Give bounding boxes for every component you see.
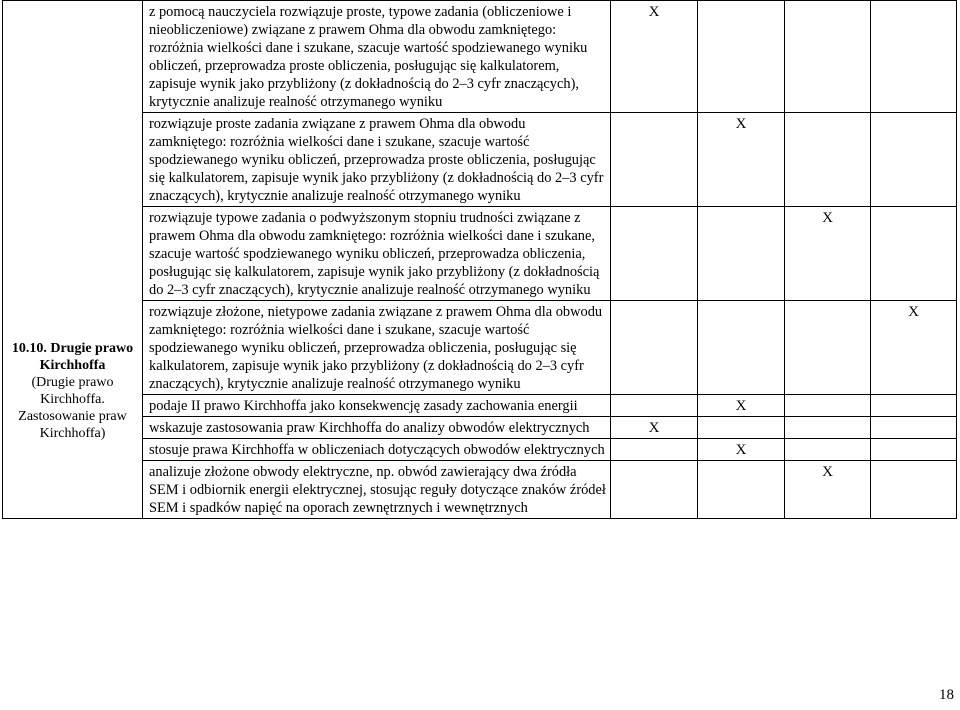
- level-1-mark: [611, 395, 698, 417]
- level-2-mark: [698, 417, 785, 439]
- requirement-text: analizuje złożone obwody elektryczne, np. obwód zawierający dwa źródła SEM i odbiornik energii elektrycznej, stosując reguły dotyczące znaków źródeł SEM i spadków napięć na oporach zewnętrznych i wewnętrznych: [143, 461, 611, 519]
- level-1-mark: X: [611, 1, 698, 113]
- requirements-table: [2, 0, 957, 519]
- level-2-mark: X: [698, 439, 785, 461]
- level-1-mark: [611, 461, 698, 519]
- table-row: [3, 113, 957, 207]
- level-1-mark: [611, 207, 698, 301]
- table-row: [3, 207, 957, 301]
- level-3-mark: [785, 395, 871, 417]
- level-2-mark: [698, 301, 785, 395]
- level-3-mark: X: [785, 207, 871, 301]
- requirement-text: rozwiązuje typowe zadania o podwyższonym stopniu trudności związane z prawem Ohma dla obwodu zamkniętego: rozróżnia wielkości dane i szukane, szacuje wartość spodziewanego wyniku obliczeń, przeprowadza obliczenia, posługując się kalkulatorem, zapisuje wynik jako przybliżony (z dokładnością do 2–3 cyfr znaczących), krytycznie analizuje realność otrzymanego wyniku: [143, 207, 611, 301]
- topic-subtitle: (Drugie prawo Kirchhoffa. Zastosowanie praw Kirchhoffa): [18, 375, 127, 441]
- requirement-text: podaje II prawo Kirchhoffa jako konsekwencję zasady zachowania energii: [143, 395, 611, 417]
- level-2-mark: [698, 1, 785, 113]
- level-3-mark: [785, 417, 871, 439]
- table-row: [3, 439, 957, 461]
- table-row: [3, 417, 957, 439]
- requirement-text: stosuje prawa Kirchhoffa w obliczeniach dotyczących obwodów elektrycznych: [143, 439, 611, 461]
- level-4-mark: [871, 1, 957, 113]
- requirement-text: wskazuje zastosowania praw Kirchhoffa do analizy obwodów elektrycznych: [143, 417, 611, 439]
- level-1-mark: [611, 301, 698, 395]
- level-3-mark: [785, 439, 871, 461]
- level-3-mark: X: [785, 461, 871, 519]
- page-number: 18: [939, 687, 954, 703]
- requirement-text: rozwiązuje proste zadania związane z prawem Ohma dla obwodu zamkniętego: rozróżnia wielkości dane i szukane, szacuje wartość spodziewanego wyniku obliczeń, przeprowadza proste obliczenia, posługując się kalkulatorem, zapisuje wynik jako przybliżony (z dokładnością do 2–3 cyfr znaczących), krytycznie analizuje realność otrzymanego wyniku: [143, 113, 611, 207]
- level-4-mark: [871, 439, 957, 461]
- level-4-mark: X: [871, 301, 957, 395]
- level-4-mark: [871, 207, 957, 301]
- level-2-mark: X: [698, 113, 785, 207]
- level-1-mark: X: [611, 417, 698, 439]
- level-2-mark: X: [698, 395, 785, 417]
- level-3-mark: [785, 301, 871, 395]
- level-4-mark: [871, 417, 957, 439]
- level-2-mark: [698, 207, 785, 301]
- topic-title: 10.10. Drugie prawo Kirchhoffa: [11, 341, 134, 373]
- topic-cell: [3, 1, 143, 519]
- level-4-mark: [871, 461, 957, 519]
- table-row: [3, 461, 957, 519]
- level-1-mark: [611, 439, 698, 461]
- table-row: [3, 1, 957, 113]
- level-4-mark: [871, 113, 957, 207]
- requirement-text: z pomocą nauczyciela rozwiązuje proste, typowe zadania (obliczeniowe i nieobliczeniowe) związane z prawem Ohma dla obwodu zamkniętego: rozróżnia wielkości dane i szukane, szacuje wartość spodziewanego wyniku obliczeń, przeprowadza proste obliczenia, posługując się kalkulatorem, zapisuje wynik jako przybliżony (z dokładnością do 2–3 cyfr znaczących), krytycznie analizuje realność otrzymanego wyniku: [143, 1, 611, 113]
- level-2-mark: [698, 461, 785, 519]
- level-1-mark: [611, 113, 698, 207]
- table-row: [3, 395, 957, 417]
- requirement-text: rozwiązuje złożone, nietypowe zadania związane z prawem Ohma dla obwodu zamkniętego: rozróżnia wielkości dane i szukane, szacuje wartość spodziewanego wyniku obliczeń, przeprowadza obliczenia, posługując się kalkulatorem, zapisuje wynik jako przybliżony (z dokładnością do 2–3 cyfr znaczących), krytycznie analizuje realność otrzymanego wyniku: [143, 301, 611, 395]
- table-row: [3, 301, 957, 395]
- level-3-mark: [785, 113, 871, 207]
- level-3-mark: [785, 1, 871, 113]
- level-4-mark: [871, 395, 957, 417]
